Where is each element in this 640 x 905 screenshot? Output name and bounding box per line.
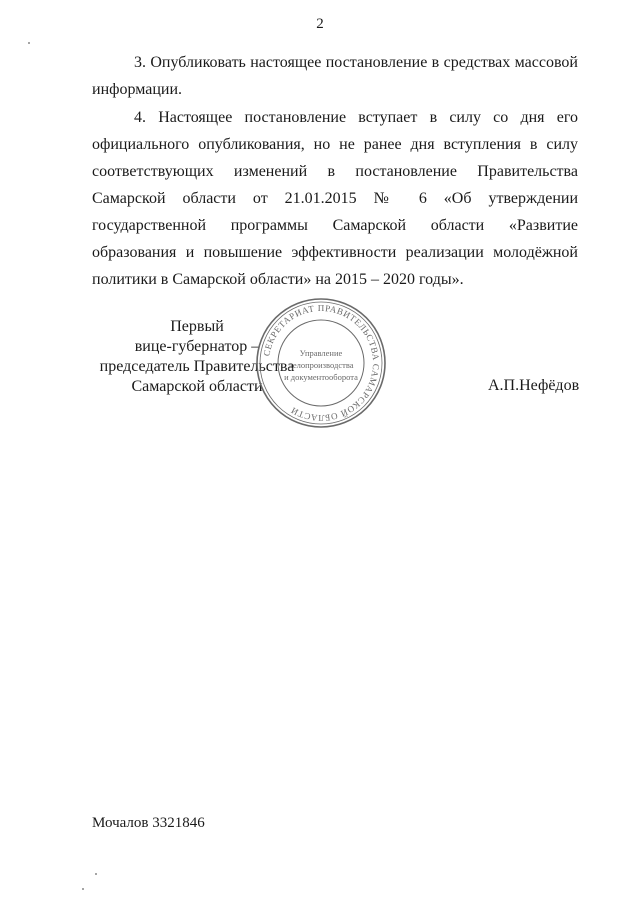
paragraph-3: 3. Опубликовать настоящее постановление в средствах массовой информации. <box>92 54 578 98</box>
signatory-title-line: председатель Правительства <box>99 358 295 375</box>
scan-speck <box>28 42 30 44</box>
page-number: 2 <box>316 16 324 32</box>
official-stamp <box>254 296 388 430</box>
paragraph-4: 4. Настоящее постановление вступает в силу со дня его официального опубликования, но не ранее дня вступления в силу соответствующих изменений в постановление Правительства Самарской области от 21.01.2015 № 6 «Об утверждении государственной программы Самарской области «Развитие образования и повышение эффективности реализации молодёжной политики в Самарской области» на 2015 – 2020 годы». <box>92 109 578 288</box>
signatory-name: А.П.Нефёдов <box>488 377 580 394</box>
scan-speck <box>82 888 84 890</box>
stamp-center-line: Управление <box>299 348 343 358</box>
footer-author: Мочалов 3321846 <box>92 815 205 831</box>
stamp-center-line: делопроизводства <box>288 360 354 370</box>
signatory-title-line: Первый <box>170 318 224 335</box>
signatory-title-line: вице-губернатор – <box>134 338 260 355</box>
scan-speck <box>95 873 97 875</box>
stamp-center-line: и документооборота <box>284 372 358 382</box>
stamp-ring-text: СЕКРЕТАРИАТ ПРАВИТЕЛЬСТВА САМАРСКОЙ ОБЛАСТИ <box>261 302 382 424</box>
stamp-seal-icon <box>254 296 388 430</box>
signatory-title-line: Самарской области <box>131 378 263 395</box>
